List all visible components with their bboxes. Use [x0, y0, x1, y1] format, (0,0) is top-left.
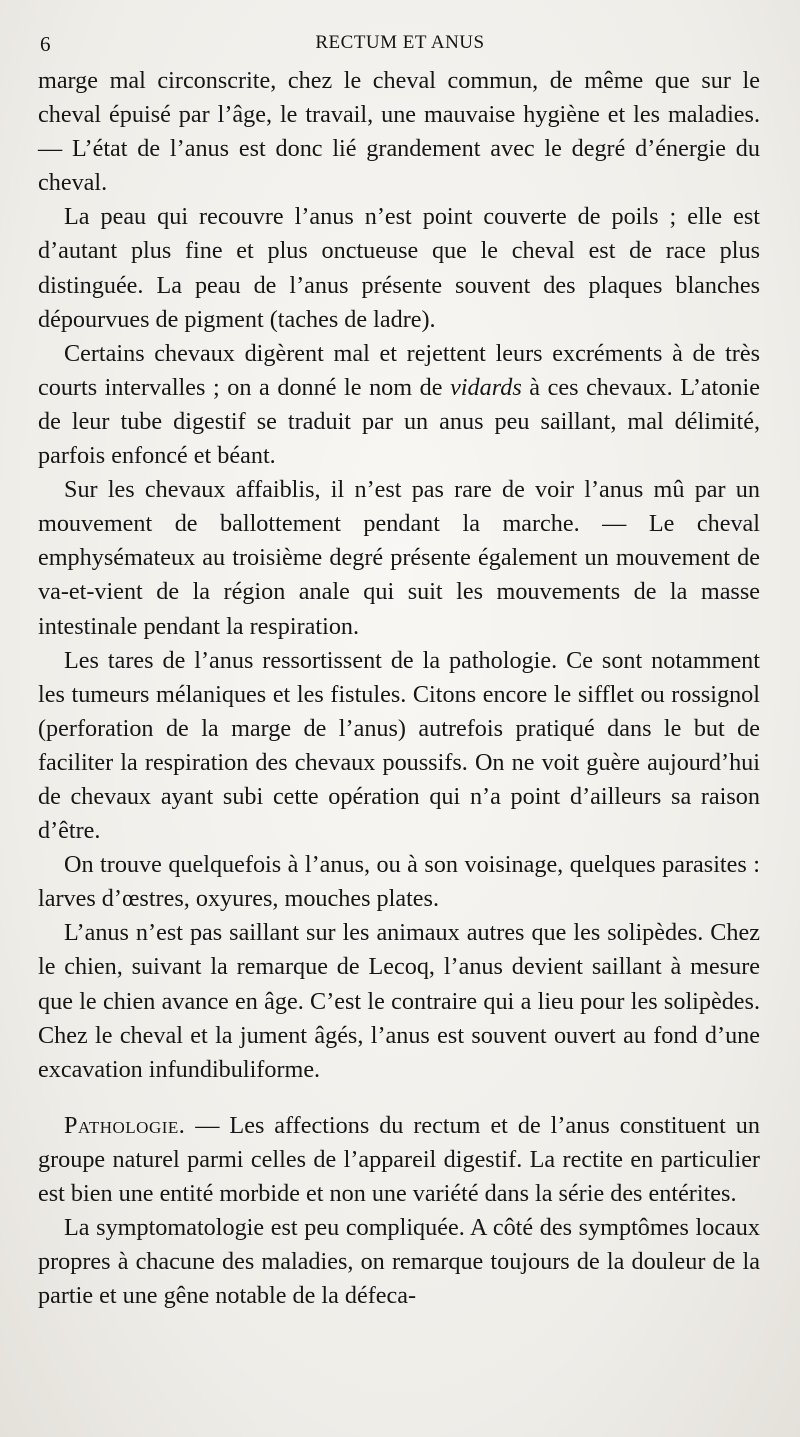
emphasized-term-vidards: vidards — [450, 373, 522, 401]
paragraph-other-animals: L’anus n’est pas saillant sur les animaux autres que les solipèdes. Chez le chien, suivant la remarque de Lecoq, l’anus devient saillant à mesure que le chien avance en âge. C’est le contraire qui a lieu pour les solipèdes. Chez le cheval et la jument âgés, l’anus est souvent ouvert au fond d’une excavation infundibuliforme. — [38, 919, 760, 1083]
page-number: 6 — [40, 32, 51, 56]
running-title: RECTUM ET ANUS — [315, 32, 485, 53]
paragraph-symptomatology: La symptomatologie est peu compliquée. A côté des symptômes locaux propres à chacune des maladies, on remarque toujours de la douleur de la partie et une gêne notable de la défeca- — [38, 1214, 760, 1310]
paragraph-vidards — [38, 337, 760, 473]
pathology-heading: Pathologie. — [64, 1111, 186, 1139]
paragraph-anal-defects: Les tares de l’anus ressortissent de la pathologie. Ce sont notamment les tumeurs mélaniques et les fistules. Citons encore le sifflet ou rossignol (perforation de la marge de l’anus) autrefois pratiqué dans le but de faciliter la respiration des chevaux poussifs. On ne voit guère aujourd’hui de chevaux ayant subi cette opération qui n’a point d’ailleurs sa raison d’être. — [38, 646, 760, 845]
paragraph-parasites: On trouve quelquefois à l’anus, ou à son voisinage, quelques parasites : larves d’œstres, oxyures, mouches plates. — [38, 851, 760, 913]
running-header — [40, 32, 760, 60]
pathology-text: — Les affections du rectum et de l’anus constituent un groupe naturel parmi celles de l’appareil digestif. La rectite en particulier est bien une entité morbide et non une variété dans la série des entérites. — [38, 1111, 760, 1207]
paragraph-pathology — [38, 1109, 760, 1211]
paragraph-anus-margin: marge mal circonscrite, chez le cheval commun, de même que sur le cheval épuisé par l’âge, le travail, une mauvaise hygiène et les maladies. — L’état de l’anus est donc lié grandement avec le degré d’énergie du cheval. — [38, 67, 760, 197]
paragraph-vidards-text-end: à ces chevaux. L’atonie de leur tube digestif se traduit par un anus peu saillant, mal délimité, parfois enfoncé et béant. — [38, 373, 760, 470]
paragraph-anal-skin: La peau qui recouvre l’anus n’est point couverte de poils ; elle est d’autant plus fine et plus onctueuse que le cheval est de race plus distinguée. La peau de l’anus présente souvent des plaques blanches dépourvues de pigment (taches de ladre). — [38, 203, 760, 333]
body-text — [38, 64, 760, 1313]
paragraph-vidards-text-start: Certains chevaux digèrent mal et rejettent leurs excréments à de très courts intervalles ; on a donné le nom de — [38, 339, 760, 401]
paragraph-weak-horses: Sur les chevaux affaiblis, il n’est pas rare de voir l’anus mû par un mouvement de ballottement pendant la marche. — Le cheval emphysémateux au troisième degré présente également un mouvement de va-et-vient de la région anale qui suit les mouvements de la masse intestinale pendant la respiration. — [38, 476, 760, 640]
